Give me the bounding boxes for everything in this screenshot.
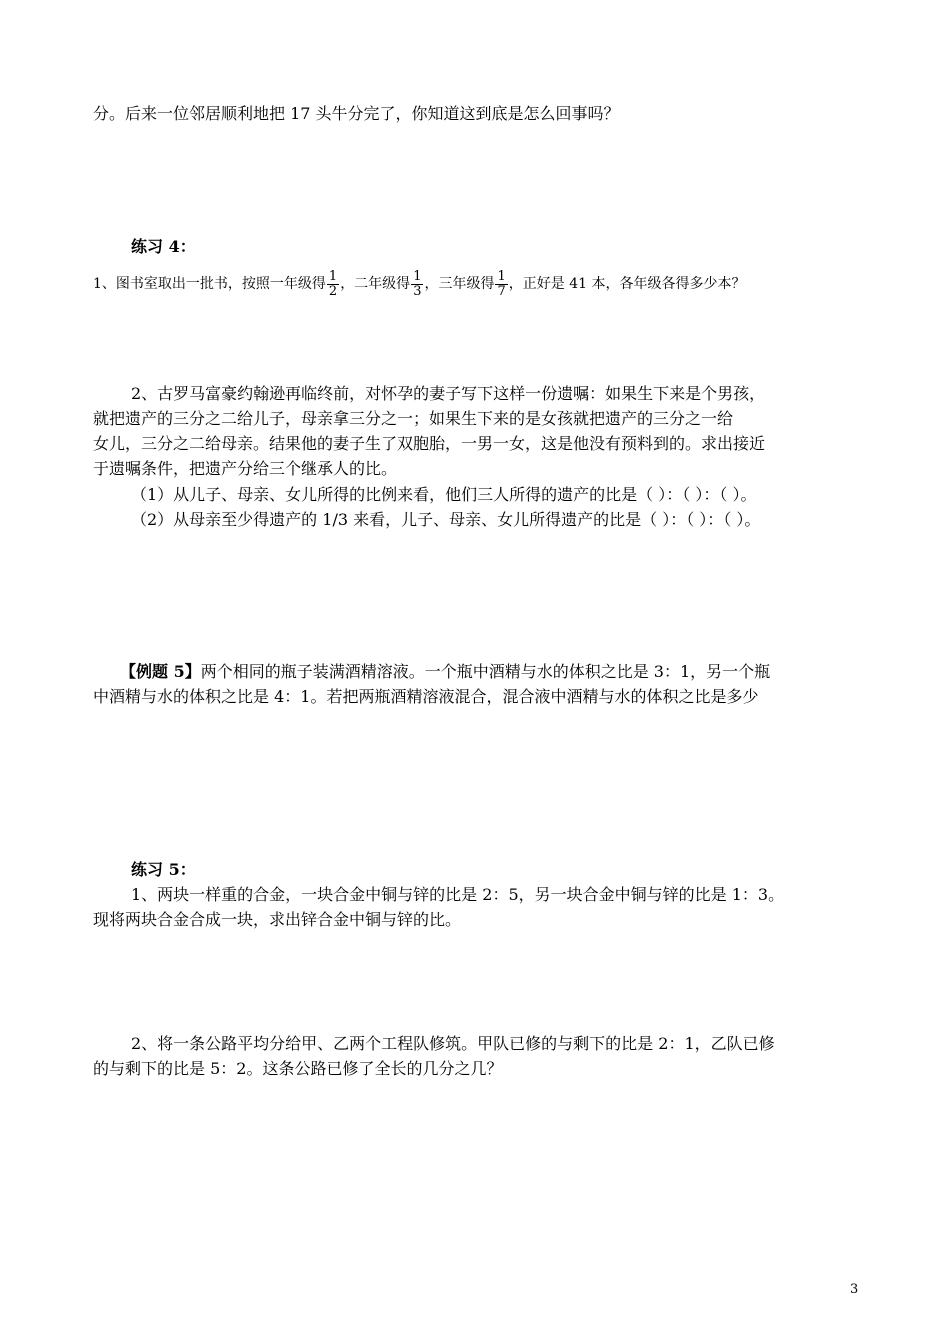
fraction-one-third: $\frac{1}{3}$ xyxy=(413,268,422,299)
page-number: 3 xyxy=(850,1282,859,1297)
practice5-q2-line1: 2、将一条公路平均分给甲、乙两个工程队修筑。甲队已修的与剩下的比是 2：1，乙队已修 xyxy=(131,1034,775,1053)
fraction-one-seventh: $\frac{1}{7}$ xyxy=(497,268,506,299)
q1-text-part2: ，二年级得 xyxy=(340,276,411,292)
practice4-heading: 练习 4： xyxy=(131,237,196,256)
q1-text-part3: ，三年级得 xyxy=(424,276,495,292)
practice4-q2-line1: 2、古罗马富豪约翰逊再临终前，对怀孕的妻子写下这样一份遗嘱：如果生下来是个男孩， xyxy=(131,384,766,403)
practice4-q2-line3: 女儿，三分之二给母亲。结果他的妻子生了双胞胎，一男一女，这是他没有预料到的。求出接近 xyxy=(93,434,766,453)
practice5-q2-line2: 的与剩下的比是 5：2。这条公路已修了全长的几分之几？ xyxy=(93,1059,503,1078)
example5-label: 【例题 5】 xyxy=(120,662,201,681)
practice5-q1-line1: 1、两块一样重的合金，一块合金中铜与锌的比是 2：5，另一块合金中铜与锌的比是 1：3。 xyxy=(131,885,785,904)
example5-line2: 中酒精与水的体积之比是 4：1。若把两瓶酒精溶液混合，混合液中酒精与水的体积之比是多少 xyxy=(93,687,759,706)
practice4-q1 xyxy=(93,266,745,302)
example5-line1 xyxy=(120,661,770,683)
example5-line1-text: 两个相同的瓶子装满酒精溶液。一个瓶中酒精与水的体积之比是 3：1，另一个瓶 xyxy=(200,662,771,681)
practice4-q2-sub1: （1）从儿子、母亲、女儿所得的比例来看，他们三人所得的遗产的比是（ ）：（ ）：（ ）。 xyxy=(131,485,757,504)
q1-text-part1: 1、图书室取出一批书，按照一年级得 xyxy=(93,276,326,292)
intro-line: 分。后来一位邻居顺利地把 17 头牛分完了，你知道这到底是怎么回事吗？ xyxy=(93,104,620,123)
q1-text-part4: ，正好是 41 本，各年级各得多少本？ xyxy=(508,276,746,292)
fraction-one-half: $\frac{1}{2}$ xyxy=(328,268,338,299)
practice5-heading: 练习 5： xyxy=(131,860,196,879)
practice4-q2-line2: 就把遗产的三分之二给儿子，母亲拿三分之一；如果生下来的是女孩就把遗产的三分之一给 xyxy=(93,409,734,428)
practice4-q2-line4: 于遗嘱条件，把遗产分给三个继承人的比。 xyxy=(93,459,398,478)
practice5-q1-line2: 现将两块合金合成一块，求出锌合金中铜与锌的比。 xyxy=(93,910,462,929)
practice4-q2-sub2: （2）从母亲至少得遗产的 1/3 来看，儿子、母亲、女儿所得遗产的比是（ ）：（ ）：（ ）。 xyxy=(131,510,761,529)
